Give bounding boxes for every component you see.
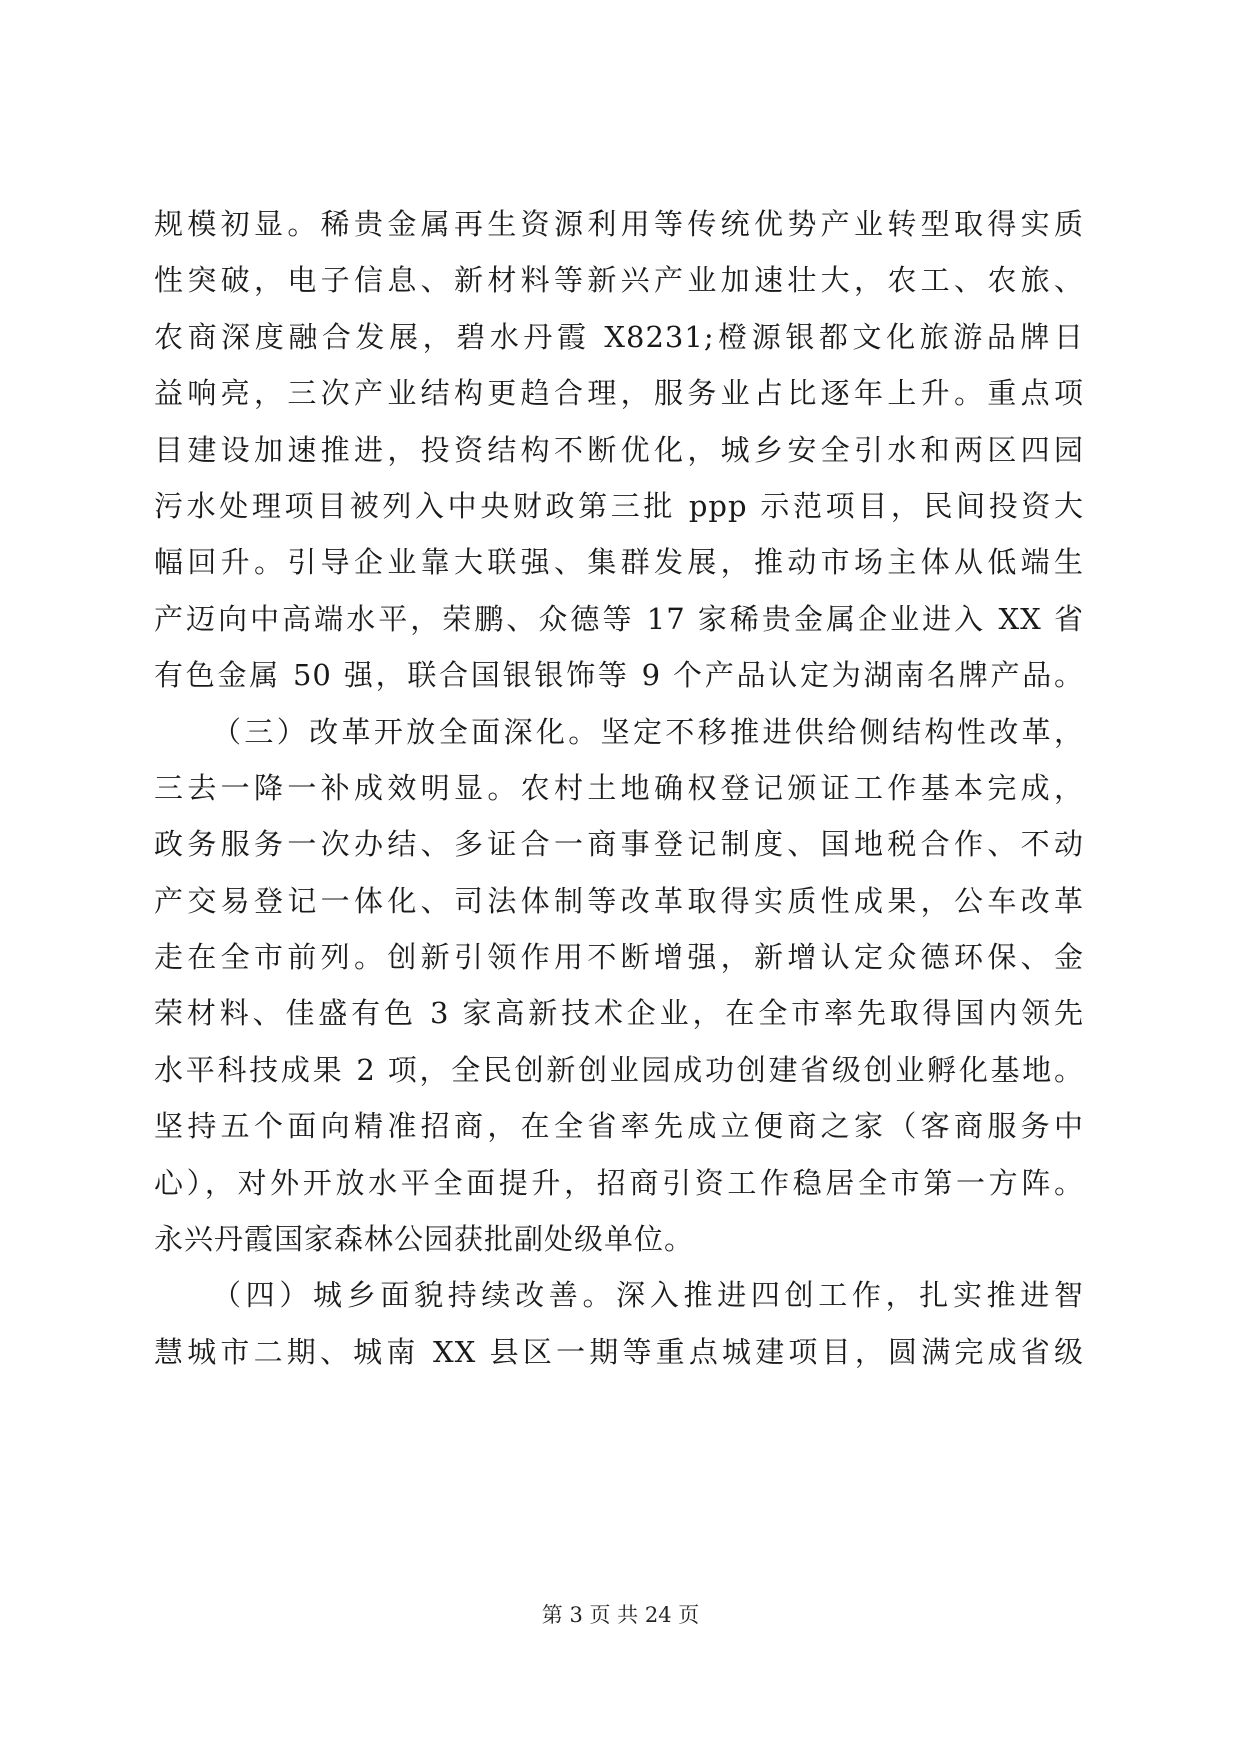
- text-line: 政务服务一次办结、多证合一商事登记制度、国地税合作、不动: [154, 827, 1084, 862]
- text-line: 幅回升。引导企业靠大联强、集群发展，推动市场主体从低端生: [154, 545, 1084, 580]
- text-line: 产迈向中高端水平，荣鹏、众德等 17 家稀贵金属企业进入 XX 省: [154, 601, 1084, 636]
- text-line: 坚持五个面向精准招商，在全省率先成立便商之家（客商服务中: [154, 1109, 1084, 1144]
- text-line: 农商深度融合发展，碧水丹霞 X8231;橙源银都文化旅游品牌日: [154, 319, 1084, 354]
- text-line: 有色金属 50 强，联合国银银饰等 9 个产品认定为湖南名牌产品。: [154, 658, 1084, 693]
- paragraph-heading-line: （三）改革开放全面深化。坚定不移推进供给侧结构性改革，: [212, 714, 1084, 749]
- text-line: 走在全市前列。创新引领作用不断增强，新增认定众德环保、金: [154, 940, 1084, 975]
- paragraph-heading-line: （四）城乡面貌持续改善。深入推进四创工作，扎实推进智: [212, 1278, 1084, 1313]
- text-line: 永兴丹霞国家森林公园获批副处级单位。: [154, 1222, 695, 1257]
- page-footer: 第 3 页 共 24 页: [541, 1603, 700, 1627]
- text-line: 规模初显。稀贵金属再生资源利用等传统优势产业转型取得实质: [154, 207, 1084, 241]
- text-line: 污水处理项目被列入中央财政第三批 ppp 示范项目，民间投资大: [154, 488, 1084, 523]
- text-line: 益响亮，三次产业结构更趋合理，服务业占比逐年上升。重点项: [154, 376, 1084, 411]
- text-line: 心），对外开放水平全面提升，招商引资工作稳居全市第一方阵。: [154, 1165, 1084, 1200]
- text-line: 目建设加速推进，投资结构不断优化，城乡安全引水和两区四园: [154, 432, 1084, 467]
- text-line: 性突破，电子信息、新材料等新兴产业加速壮大，农工、农旅、: [154, 263, 1084, 298]
- body-text: [154, 196, 1084, 1380]
- text-line: 产交易登记一体化、司法体制等改革取得实质性成果，公车改革: [154, 883, 1084, 918]
- text-line: 荣材料、佳盛有色 3 家高新技术企业，在全市率先取得国内领先: [154, 996, 1084, 1031]
- text-line: 水平科技成果 2 项，全民创新创业园成功创建省级创业孵化基地。: [154, 1052, 1084, 1087]
- text-line: 三去一降一补成效明显。农村土地确权登记颁证工作基本完成，: [154, 770, 1084, 805]
- text-line: 慧城市二期、城南 XX 县区一期等重点城建项目，圆满完成省级: [154, 1334, 1084, 1369]
